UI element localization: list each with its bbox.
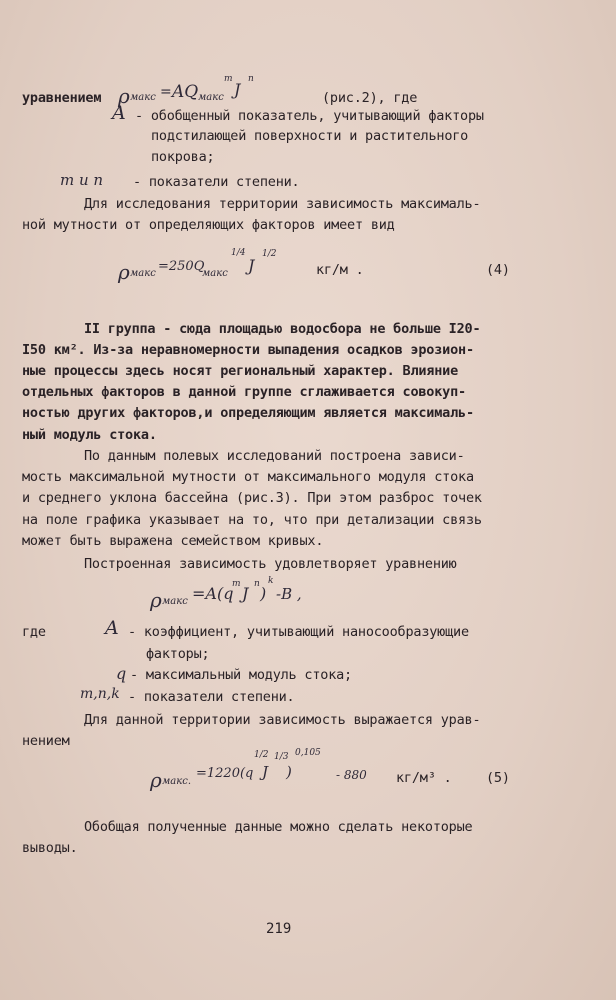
text-line: нением [22,733,70,749]
text-line: ной мутности от определяющих факторов имеет вид [22,217,395,233]
text-line: может быть выражена семейством кривых. [22,533,324,549]
text-line: покрова; [151,149,215,165]
equation-4-formula: ρ макс =250Q макс 1/4 J 1/2 [118,248,277,284]
text-line: факторы; [146,646,210,662]
text-line: По данным полевых исследований построена зависи- [84,448,465,464]
symbols-m-n: m и n [60,171,104,189]
where-label: где [22,624,46,640]
text-line: (рис.2), где [322,90,418,106]
page-number: 219 [266,921,292,937]
text-line: - коэффициент, учитывающий наносообразующие [128,624,469,640]
equation-5-formula: ρ макс. =1220(q 1/2 J 1/3 ) 0,105 - 880 [150,748,367,792]
symbol-a: A [112,102,126,124]
text-line: - показатели степени. [133,174,300,190]
symbol-a: A [105,617,119,639]
text-line: Построенная зависимость удовлетворяет уравнению [84,556,457,572]
text-line: на поле графика указывает на то, что при детализации связь [22,512,482,528]
equation-5-number: (5) [486,770,510,786]
text-line: и среднего уклона бассейна (рис.3). При этом разброс точек [22,490,482,506]
symbols-m-n-k: m,n,k [80,686,120,702]
equation-5-unit: кг/м³ . [396,770,452,786]
equation-4-number: (4) [486,262,510,278]
text-line: мость максимальной мутности от максимального модуля стока [22,469,474,485]
text-line: II группа - сюда площадью водосбора не больше I20- [84,321,481,337]
text-line: ные процессы здесь носят региональный характер. Влияние [22,363,459,379]
text-line: ный модуль стока. [22,427,157,443]
text-line: Обобщая полученные данные можно сделать некоторые [84,819,473,835]
text-line: I50 км². Из-за неравномерности выпадения осадков эрозион- [22,342,474,358]
text-line: ностью других факторов,и определяющим является максималь- [22,405,474,421]
equation-general-formula: ρ макс =A(q m J n ) k -B , [150,576,302,612]
text-line: отдельных факторов в данной группе сглаживается совокуп- [22,384,466,400]
text-line: подстилающей поверхности и растительного [151,128,469,144]
formula-pmax-aq: ρ макс = AQ макс m J n [118,74,254,108]
text-line: - показатели степени. [128,689,295,705]
text-line: Для данной территории зависимость выражается урав- [84,712,481,728]
text-line: Для исследования территории зависимость максималь- [84,196,481,212]
text-line: уравнением [22,90,102,106]
equation-4-unit: кг/м . [316,262,364,278]
text-line: - обобщенный показатель, учитывающий факторы [135,108,484,124]
text-line: - максимальный модуль стока; [130,667,352,683]
text-line: выводы. [22,840,78,856]
symbol-q: q [116,664,127,683]
